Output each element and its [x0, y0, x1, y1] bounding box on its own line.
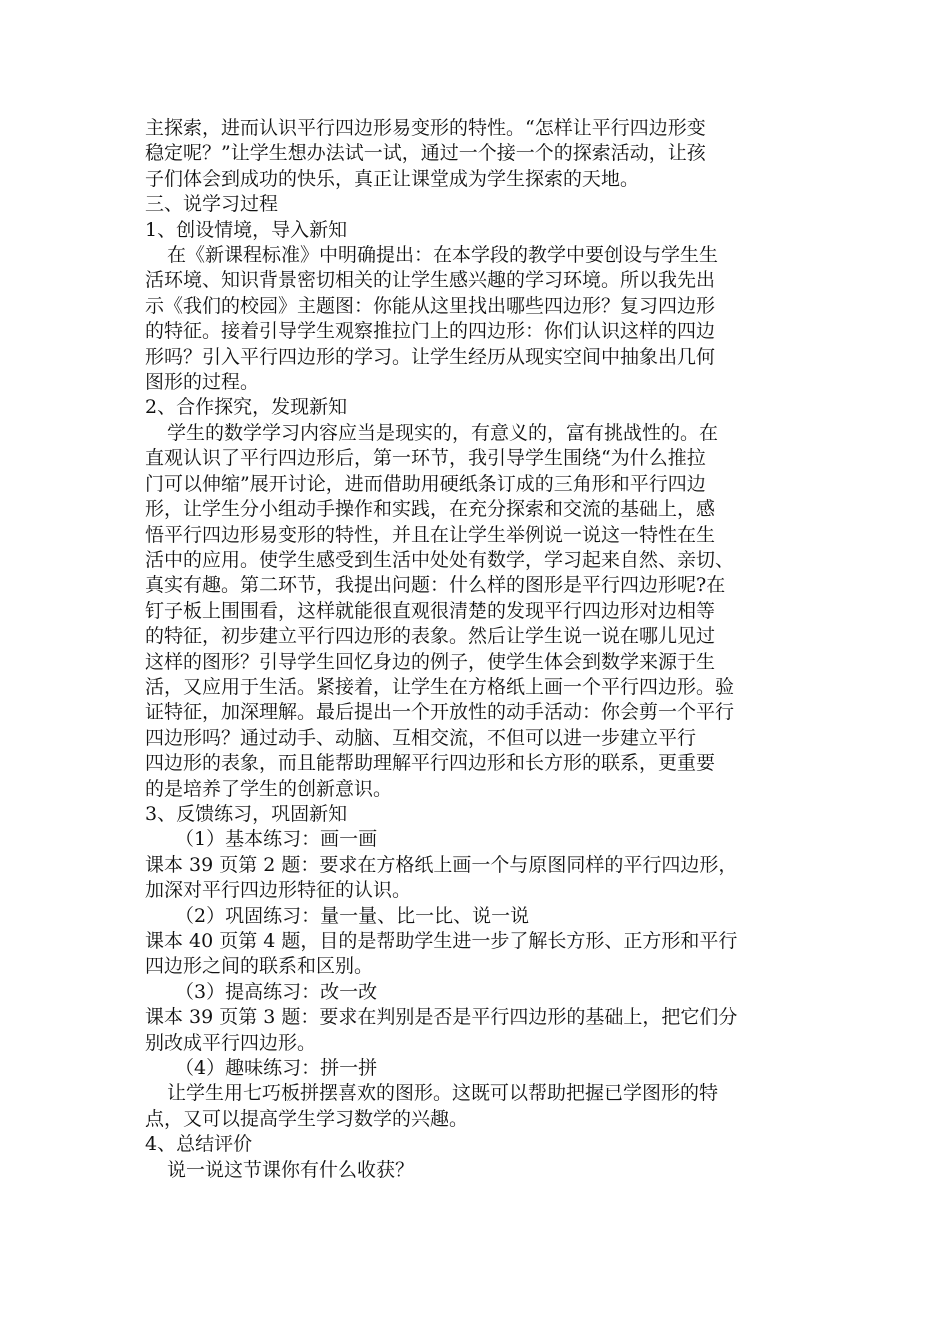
text-line: 证特征，加深理解。最后提出一个开放性的动手活动：你会剪一个平行 [145, 701, 735, 724]
text-line: 主探索，进而认识平行四边形易变形的特性。“怎样让平行四边形变 [145, 117, 706, 139]
text-line: （2）巩固练习：量一量、比一比、说一说 [175, 904, 530, 927]
text-line: 这样的图形？引导学生回忆身边的例子，使学生体会到数学来源于生 [145, 650, 716, 673]
text-line: 4、总结评价 [145, 1133, 253, 1156]
text-line: 钉子板上围围看，这样就能很直观很清楚的发现平行四边形对边相等 [145, 599, 716, 622]
text-line: （1）基本练习：画一画 [175, 828, 378, 851]
text-line: 1、创设情境，导入新知 [145, 218, 348, 241]
text-line: 说一说这节课你有什么收获？ [167, 1158, 415, 1181]
text-line: 的是培养了学生的创新意识。 [145, 777, 393, 800]
text-line: 图形的过程。 [145, 371, 260, 394]
text-line: 悟平行四边形易变形的特性，并且在让学生举例说一说这一特性在生 [145, 523, 716, 546]
text-line: 的特征。接着引导学生观察推拉门上的四边形：你们认识这样的四边 [145, 320, 716, 343]
text-line: 四边形的表象，而且能帮助理解平行四边形和长方形的联系，更重要 [145, 752, 716, 775]
text-line: 门可以伸缩”展开讨论，进而借助用硬纸条订成的三角形和平行四边 [145, 472, 706, 495]
text-line: 直观认识了平行四边形后，第一环节，我引导学生围绕“为什么推拉 [145, 447, 706, 470]
text-line: 三、说学习过程 [145, 193, 279, 216]
document-page [145, 116, 812, 1183]
text-line: 子们体会到成功的快乐，真正让课堂成为学生探索的天地。 [145, 167, 640, 190]
text-line: 的特征，初步建立平行四边形的表象。然后让学生说一说在哪儿见过 [145, 625, 716, 648]
text-line: 活中的应用。使学生感受到生活中处处有数学，学习起来自然、亲切、 [145, 548, 735, 571]
text-line: 四边形吗？通过动手、动脑、互相交流，不但可以进一步建立平行 [145, 726, 697, 749]
text-line: 点，又可以提高学生学习数学的兴趣。 [145, 1107, 469, 1130]
text-line: 形，让学生分小组动手操作和实践，在充分探索和交流的基础上，感 [145, 498, 716, 521]
text-line: 四边形之间的联系和区别。 [145, 955, 374, 978]
text-line: 课本 40 页第 4 题，目的是帮助学生进一步了解长方形、正方形和平行 [145, 930, 738, 952]
text-line: 示《我们的校园》主题图：你能从这里找出哪些四边形？复习四边形 [145, 294, 716, 317]
text-line: 在《新课程标准》中明确提出：在本学段的教学中要创设与学生生 [167, 244, 719, 267]
text-line: 3、反馈练习，巩固新知 [145, 802, 348, 825]
text-line: 真实有趣。第二环节，我提出问题：什么样的图形是平行四边形呢?在 [145, 574, 726, 597]
text-line: 让学生用七巧板拼摆喜欢的图形。这既可以帮助把握已学图形的特 [167, 1082, 719, 1105]
text-line: 稳定呢？”让学生想办法试一试，通过一个接一个的探索活动，让孩 [145, 142, 706, 165]
text-line: 课本 39 页第 3 题：要求在判别是否是平行四边形的基础上，把它们分 [145, 1006, 738, 1029]
text-line: 加深对平行四边形特征的认识。 [145, 879, 412, 902]
text-line: 形吗？引入平行四边形的学习。让学生经历从现实空间中抽象出几何 [145, 345, 716, 368]
text-line: （3）提高练习：改一改 [175, 980, 378, 1003]
text-line: 课本 39 页第 2 题：要求在方格纸上画一个与原图同样的平行四边形， [145, 853, 738, 876]
text-line: 活，又应用于生活。紧接着，让学生在方格纸上画一个平行四边形。验 [145, 675, 735, 698]
text-line: 学生的数学学习内容应当是现实的，有意义的，富有挑战性的。在 [167, 421, 719, 444]
text-line: （4）趣味练习：拼一拼 [175, 1057, 378, 1080]
text-line: 别改成平行四边形。 [145, 1031, 317, 1054]
text-line: 活环境、知识背景密切相关的让学生感兴趣的学习环境。所以我先出 [145, 269, 716, 292]
text-line: 2、合作探究，发现新知 [145, 396, 348, 419]
